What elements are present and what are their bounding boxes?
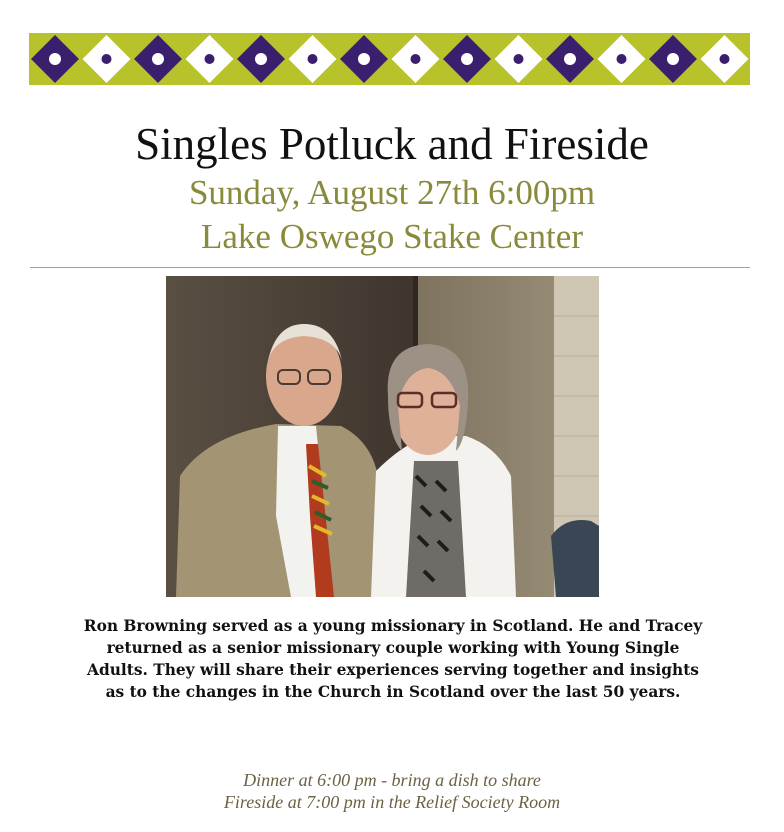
diamond-dot-icon [205,54,215,64]
couple-photo [166,276,599,597]
diamond-dot-icon [461,53,473,65]
diamond-dot-icon [564,53,576,65]
diamond-dot-icon [720,54,730,64]
event-details [0,769,784,813]
event-location: Lake Oswego Stake Center [201,217,583,256]
dinner-time: Dinner at 6:00 pm - bring a dish to share [243,770,541,790]
diamond-dot-icon [667,53,679,65]
diamond-dot-icon [255,53,267,65]
diamond-dot-icon [308,54,318,64]
diamond-dot-icon [102,54,112,64]
diamond-dot-icon [514,54,524,64]
diamond-dot-icon [617,54,627,64]
divider [30,267,750,268]
event-date-time: Sunday, August 27th 6:00pm [188,173,596,212]
diamond-dot-icon [152,53,164,65]
event-title: Singles Potluck and Fireside [135,119,649,169]
diamond-dot-icon [49,53,61,65]
diamond-banner [29,33,750,85]
fireside-time: Fireside at 7:00 pm in the Relief Society Room [223,792,561,812]
diamond-dot-icon [358,53,370,65]
event-description: Ron Browning served as a young missionary in Scotland. He and Tracey returned as a senior missionary couple working with Young Single Adults. They will share their experiences serving together and insights as to the changes in the Church in Scotland over the last 50 years. [83,617,703,701]
diamond-dot-icon [411,54,421,64]
